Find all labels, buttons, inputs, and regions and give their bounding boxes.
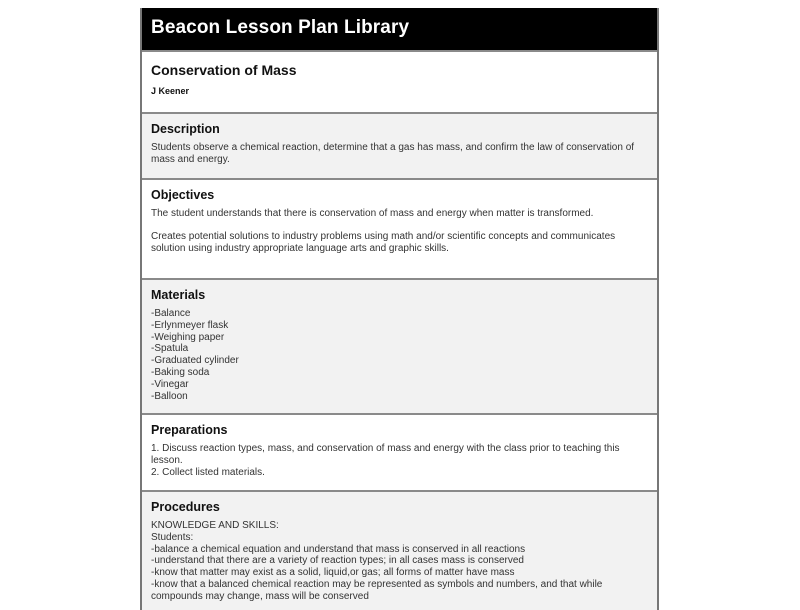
section-heading: Procedures <box>151 500 220 514</box>
preparation-item: 1. Discuss reaction types, mass, and conservation of mass and energy with the class prior to teaching this lesson. <box>151 443 620 466</box>
procedure-line: -know that matter may exist as a solid, liquid,or gas; all forms of matter have mass <box>151 567 515 579</box>
objective-paragraph: The student understands that there is conservation of mass and energy when matter is transformed. <box>151 208 594 219</box>
material-item: -Baking soda <box>151 366 210 378</box>
lesson-title: Conservation of Mass <box>151 62 297 78</box>
procedure-line: Students: <box>151 531 194 543</box>
material-item: -Balance <box>151 308 191 319</box>
material-item: -Balloon <box>151 390 188 402</box>
section-heading: Materials <box>151 288 206 302</box>
material-item: -Erlynmeyer flask <box>151 319 229 331</box>
material-item: -Graduated cylinder <box>151 355 239 367</box>
site-banner <box>142 8 657 50</box>
preparation-item: 2. Collect listed materials. <box>151 466 265 478</box>
section-preparations <box>142 413 657 490</box>
lesson-header <box>142 50 657 112</box>
procedure-line: KNOWLEDGE AND SKILLS: <box>151 520 279 531</box>
section-heading: Description <box>151 122 220 136</box>
section-description <box>142 112 657 178</box>
section-heading: Preparations <box>151 423 228 437</box>
site-title: Beacon Lesson Plan Library <box>151 17 410 38</box>
lesson-plan-page <box>140 8 659 610</box>
section-procedures <box>142 490 657 610</box>
procedure-line: -know that a balanced chemical reaction may be represented as symbols and numbers, and that while compounds may change, mass will be conserved <box>151 578 603 602</box>
material-item: -Spatula <box>151 343 189 355</box>
material-item: -Weighing paper <box>151 331 225 343</box>
material-item: -Vinegar <box>151 378 189 390</box>
section-objectives <box>142 178 657 278</box>
lesson-author: J Keener <box>151 86 190 96</box>
objective-paragraph: Creates potential solutions to industry problems using math and/or scientific concepts and communicates solution using industry appropriate language arts and graphic skills. <box>151 230 616 254</box>
section-materials <box>142 278 657 413</box>
section-heading: Objectives <box>151 188 215 202</box>
description-text: Students observe a chemical reaction, determine that a gas has mass, and confirm the law of conservation of mass and energy. <box>151 142 635 165</box>
procedure-line: -understand that there are a variety of reaction types; in all cases mass is conserved <box>151 555 524 567</box>
procedure-line: -balance a chemical equation and understand that mass is conserved in all reactions <box>151 543 526 555</box>
